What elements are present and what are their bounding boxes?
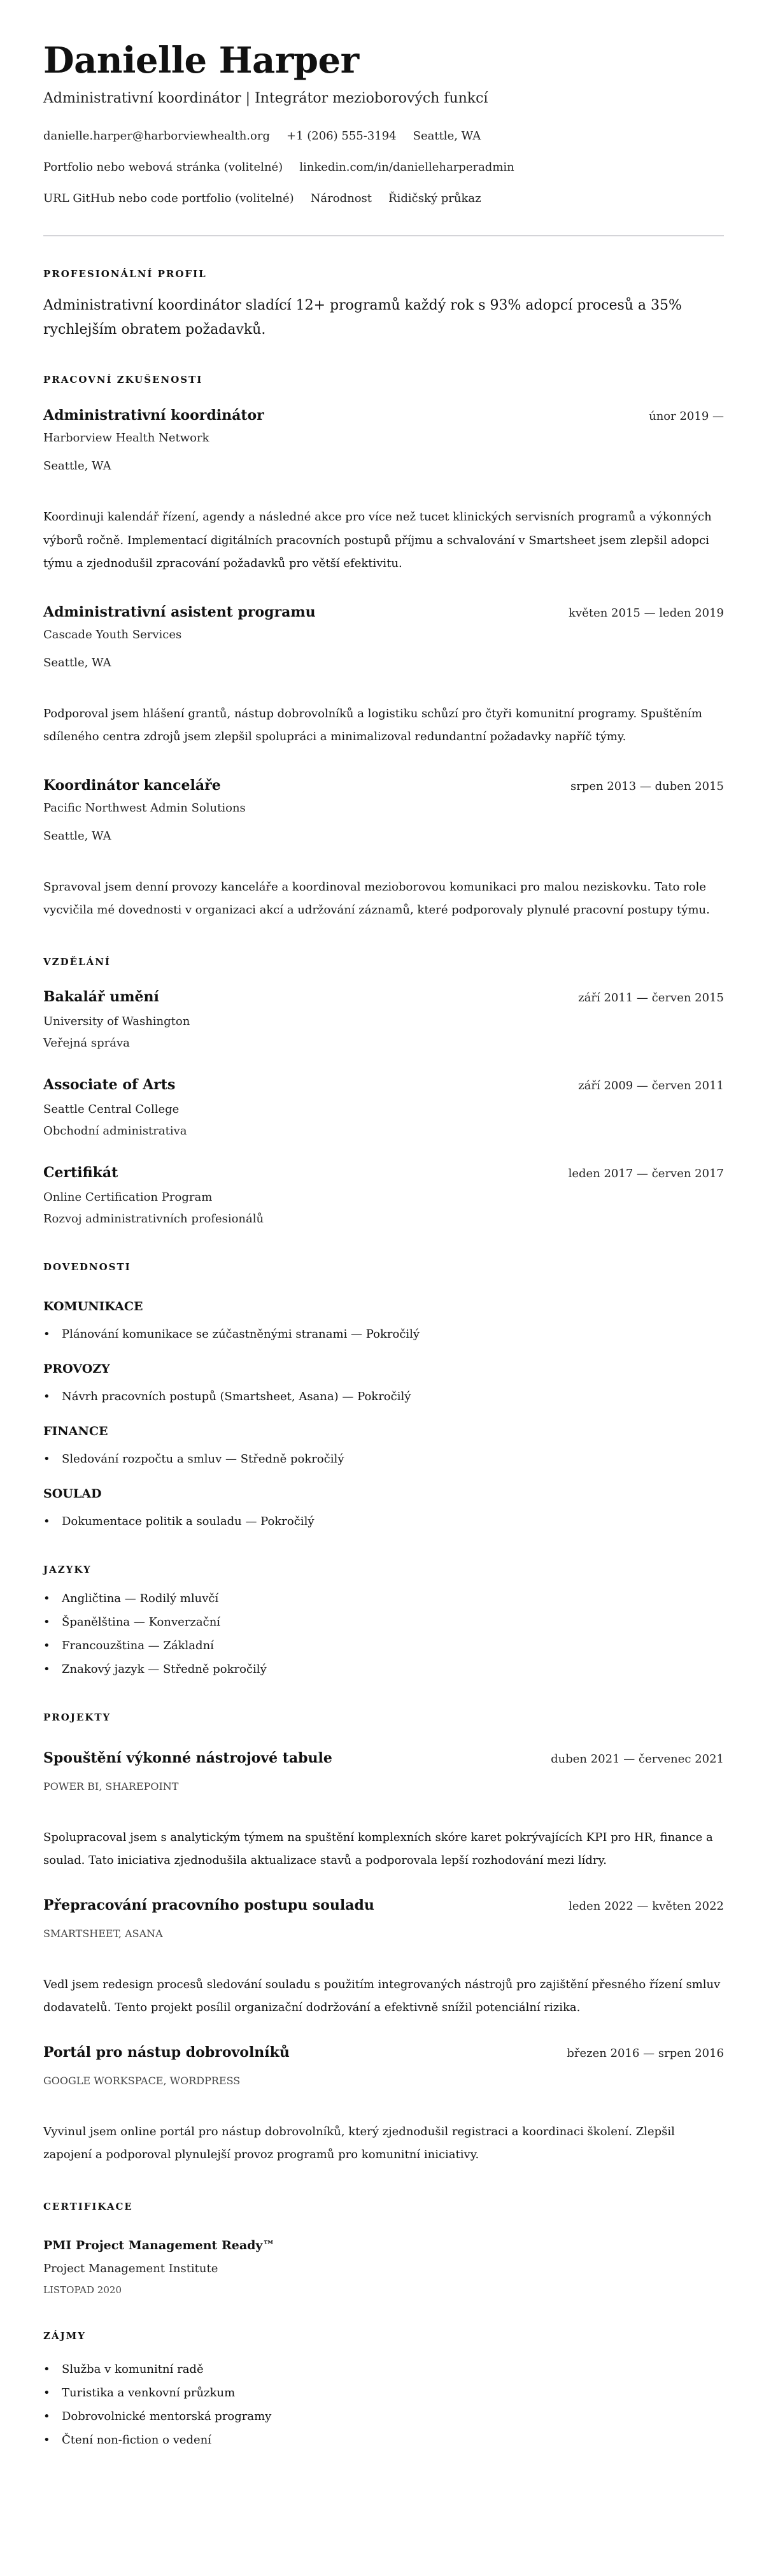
certification-date: LISTOPAD 2020 — [43, 2284, 122, 2296]
interests-list — [43, 2361, 724, 2449]
skill-group — [43, 1485, 724, 1530]
field-of-study: Rozvoj administrativních profesionálů — [43, 1212, 264, 1226]
school: University of Washington — [43, 1014, 190, 1028]
project-dates: březen 2016 — srpen 2016 — [567, 2046, 724, 2060]
job-dates: květen 2015 — leden 2019 — [569, 606, 724, 620]
job-title: Koordinátor kanceláře — [43, 776, 221, 794]
phone: +1 (206) 555-3194 — [286, 129, 397, 143]
skill-group — [43, 1298, 724, 1343]
project-tech: GOOGLE WORKSPACE, WORDPRESS — [43, 2074, 241, 2087]
certifications-list — [43, 2237, 724, 2296]
job-description: Podporoval jsem hlášení grantů, nástup dobrovolníků a logistiku schůzí pro čtyři komunitní programy. Spuštěním sdíleného centra zdrojů jsem zlepšil spolupráci a minimalizoval redundantní požadavky napříč týmy. — [43, 706, 702, 743]
skill-group-title: FINANCE — [43, 1424, 108, 1438]
experience-list — [43, 406, 724, 922]
linkedin-link[interactable]: linkedin.com/in/danielleharperadmin — [299, 161, 514, 174]
projects-list — [43, 1749, 724, 2167]
skill-item: • Sledování rozpočtu a smluv — Středně pokročilý — [43, 1451, 724, 1468]
job-company: Cascade Youth Services — [43, 627, 182, 641]
education-dates: září 2009 — červen 2011 — [578, 1078, 724, 1092]
job-description: Spravoval jsem denní provozy kanceláře a koordinoval mezioborovou komunikaci pro malou neziskovku. Tato role vycvičila mé dovednosti v organizaci akcí a udržování záznamů, které podporovaly plynulé pracovní postupy týmu. — [43, 880, 710, 917]
email-link[interactable]: danielle.harper@harborviewhealth.org — [43, 129, 270, 143]
project-entry — [43, 1749, 724, 1873]
languages-list — [43, 1591, 724, 1678]
skill-item: • Dokumentace politik a souladu — Pokročilý — [43, 1513, 724, 1530]
contact-line-2 — [43, 159, 724, 176]
education-list — [43, 987, 724, 1227]
job-entry — [43, 603, 724, 749]
project-header — [43, 2043, 724, 2063]
language-item: • Španělština — Konverzační — [43, 1614, 724, 1631]
education-entry — [43, 1075, 724, 1140]
project-description: Vedl jsem redesign procesů sledování souladu s použitím integrovaných nástrojů pro zajištění přesného řízení smluv dodavatelů. Tento projekt posílil organizační dodržování a efektivně snížil potenciální rizika. — [43, 1977, 721, 2014]
skill-items — [43, 1513, 724, 1530]
job-entry — [43, 406, 724, 576]
nationality: Národnost — [310, 192, 372, 205]
project-entry — [43, 1896, 724, 2020]
job-location: Seattle, WA — [43, 459, 111, 473]
project-title: Portál pro nástup dobrovolníků — [43, 2043, 290, 2061]
contact-line-3 — [43, 190, 724, 207]
school: Seattle Central College — [43, 1102, 180, 1116]
location: Seattle, WA — [413, 129, 481, 143]
candidate-headline: Administrativní koordinátor | Integrátor mezioborových funkcí — [43, 90, 488, 106]
job-entry — [43, 776, 724, 922]
job-company: Pacific Northwest Admin Solutions — [43, 801, 246, 815]
certification-entry — [43, 2237, 724, 2296]
language-item: • Francouzština — Základní — [43, 1638, 724, 1654]
education-entry — [43, 987, 724, 1052]
skill-group-title: PROVOZY — [43, 1361, 110, 1376]
skill-group-title: KOMUNIKACE — [43, 1299, 143, 1313]
job-header — [43, 603, 724, 623]
candidate-name: Danielle Harper — [43, 39, 359, 82]
skills-list — [43, 1298, 724, 1530]
section-title-profile: PROFESIONÁLNÍ PROFIL — [43, 268, 207, 280]
section-title-languages: JAZYKY — [43, 1563, 92, 1575]
skill-item: • Plánování komunikace se zúčastněnými stranami — Pokročilý — [43, 1326, 724, 1343]
project-description: Vyvinul jsem online portál pro nástup dobrovolníků, který zjednodušil registraci a koordinaci školení. Zlepšil zapojení a podporoval plynulejší provoz programů pro komunitní iniciativy. — [43, 2124, 675, 2161]
language-item: • Znakový jazyk — Středně pokročilý — [43, 1661, 724, 1678]
job-header — [43, 406, 724, 426]
education-header — [43, 1163, 724, 1184]
project-entry — [43, 2043, 724, 2167]
certification-issuer: Project Management Institute — [43, 2261, 218, 2275]
project-title: Spouštění výkonné nástrojové tabule — [43, 1749, 332, 1766]
education-dates: září 2011 — červen 2015 — [578, 991, 724, 1005]
contact-line-1 — [43, 128, 724, 145]
skill-group — [43, 1423, 724, 1468]
degree: Associate of Arts — [43, 1076, 176, 1093]
education-header — [43, 1075, 724, 1096]
job-title: Administrativní koordinátor — [43, 407, 264, 424]
section-title-interests: ZÁJMY — [43, 2329, 86, 2342]
interest-item: • Dobrovolnické mentorská programy — [43, 2408, 724, 2425]
job-location: Seattle, WA — [43, 655, 111, 669]
skill-items — [43, 1326, 724, 1343]
education-entry — [43, 1163, 724, 1227]
section-title-certifications: CERTIFIKACE — [43, 2200, 133, 2212]
project-header — [43, 1896, 724, 1916]
project-title: Přepracování pracovního postupu souladu — [43, 1896, 374, 1914]
header-divider — [43, 235, 724, 236]
language-item: • Angličtina — Rodilý mluvčí — [43, 1591, 724, 1607]
field-of-study: Veřejná správa — [43, 1036, 130, 1050]
certification-name: PMI Project Management Ready™ — [43, 2238, 275, 2252]
project-header — [43, 1749, 724, 1769]
degree: Bakalář umění — [43, 988, 159, 1005]
job-location: Seattle, WA — [43, 829, 111, 843]
skill-item: • Návrh pracovních postupů (Smartsheet, Asana) — Pokročilý — [43, 1389, 724, 1405]
portfolio-placeholder: Portfolio nebo webová stránka (volitelné) — [43, 161, 283, 174]
project-tech: SMARTSHEET, ASANA — [43, 1927, 163, 1940]
job-dates: únor 2019 — — [649, 410, 724, 423]
interest-item: • Služba v komunitní radě — [43, 2361, 724, 2378]
project-description: Spolupracoval jsem s analytickým týmem na spuštění komplexních skóre karet pokrývajících KPI pro HR, finance a soulad. Tato iniciativa zjednodušila aktualizace stavů a podporovala lepší rozhodování mezi lídry. — [43, 1830, 713, 1867]
resume-page — [0, 40, 764, 2449]
project-dates: leden 2022 — květen 2022 — [569, 1899, 724, 1913]
section-title-education: VZDĚLÁNÍ — [43, 955, 111, 968]
section-title-experience: PRACOVNÍ ZKUŠENOSTI — [43, 374, 203, 385]
field-of-study: Obchodní administrativa — [43, 1124, 187, 1138]
job-company: Harborview Health Network — [43, 431, 209, 445]
job-title: Administrativní asistent programu — [43, 603, 316, 620]
skill-group — [43, 1361, 724, 1405]
skill-items — [43, 1389, 724, 1405]
project-tech: POWER BI, SHAREPOINT — [43, 1780, 179, 1792]
section-title-skills: DOVEDNOSTI — [43, 1261, 131, 1273]
job-description: Koordinuji kalendář řízení, agendy a následné akce pro více než tucet klinických servisních programů a výkonných výborů ročně. Implementací digitálních pracovních postupů příjmu a schvalování v Smartsheet jsem zlepšil adopci týmu a zjednodušil zpracování požadavků pro větší efektivitu. — [43, 510, 712, 570]
section-title-projects: PROJEKTY — [43, 1711, 111, 1723]
drivers-license: Řidičský průkaz — [388, 192, 481, 205]
interest-item: • Čtení non-fiction o vedení — [43, 2432, 724, 2449]
job-dates: srpen 2013 — duben 2015 — [570, 779, 724, 793]
project-dates: duben 2021 — červenec 2021 — [551, 1752, 724, 1766]
github-placeholder: URL GitHub nebo code portfolio (volitelné) — [43, 192, 294, 205]
education-header — [43, 987, 724, 1008]
skill-group-title: SOULAD — [43, 1486, 102, 1501]
education-dates: leden 2017 — červen 2017 — [568, 1166, 724, 1180]
interest-item: • Turistika a venkovní průzkum — [43, 2385, 724, 2401]
profile-summary: Administrativní koordinátor sladící 12+ programů každý rok s 93% adopcí procesů a 35% rychlejším obratem požadavků. — [43, 297, 682, 338]
job-header — [43, 776, 724, 796]
degree: Certifikát — [43, 1164, 118, 1181]
skill-items — [43, 1451, 724, 1468]
school: Online Certification Program — [43, 1190, 213, 1204]
